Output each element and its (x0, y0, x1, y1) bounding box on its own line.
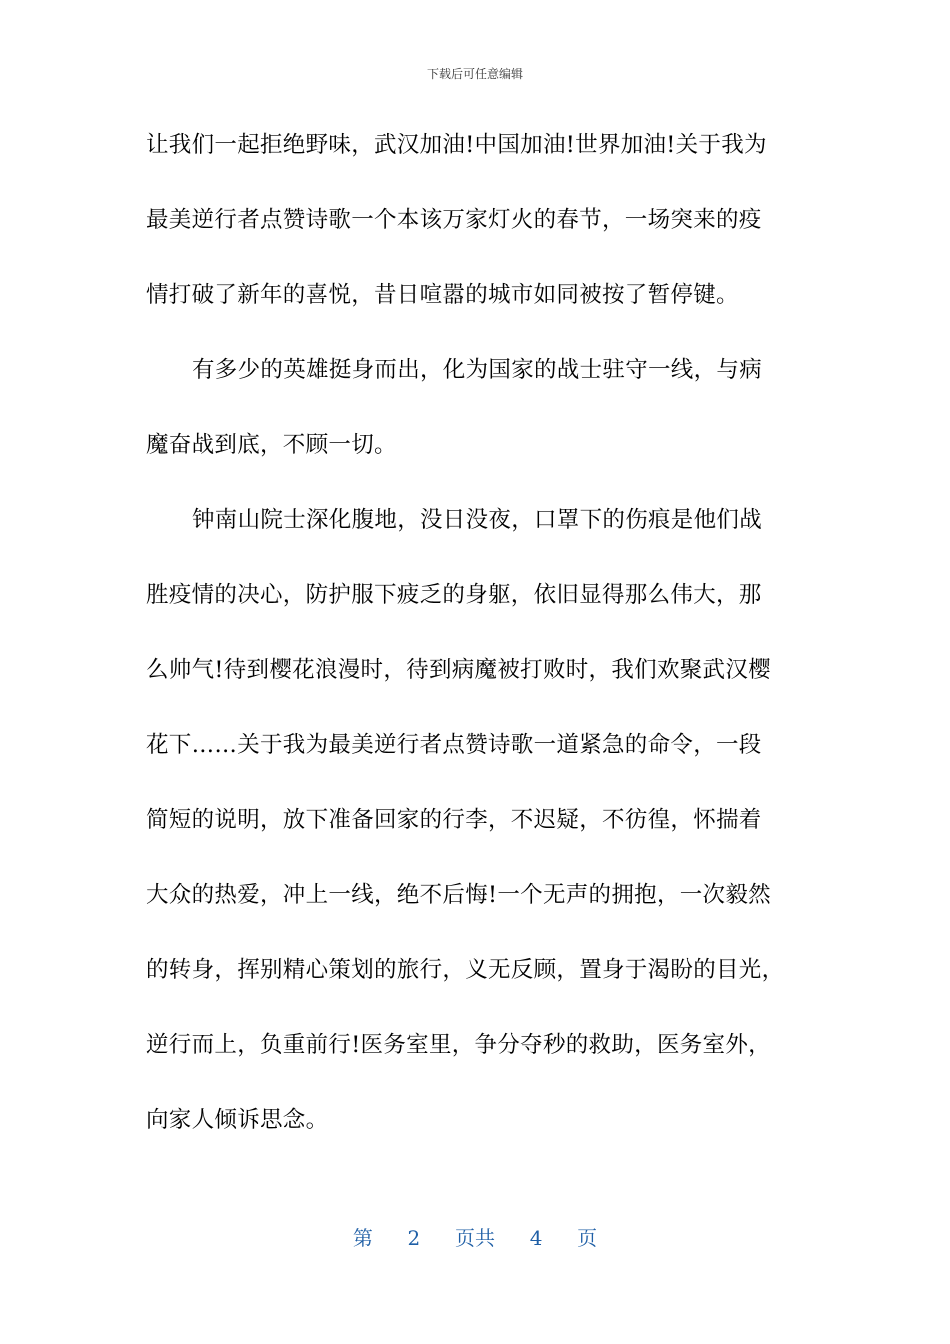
body-line-5: 魔奋战到底，不顾一切。 (146, 432, 397, 458)
body-line-4: 有多少的英雄挺身而出，化为国家的战士驻守一线，与病 (192, 357, 763, 383)
footer-total-pages: 4 (529, 1226, 543, 1250)
body-line-14: 向家人倾诉思念。 (146, 1107, 329, 1133)
body-line-2: 最美逆行者点赞诗歌一个本该万家灯火的春节，一场突来的疫 (146, 207, 762, 233)
footer-current-page: 2 (407, 1226, 421, 1250)
body-line-10: 简短的说明，放下准备回家的行李，不迟疑，不彷徨，怀揣着 (146, 807, 762, 833)
body-line-9: 花下……关于我为最美逆行者点赞诗歌一道紧急的命令，一段 (146, 732, 762, 758)
body-line-11: 大众的热爱，冲上一线，绝不后悔!一个无声的拥抱，一次毅然 (146, 882, 771, 908)
body-line-7: 胜疫情的决心，防护服下疲乏的身躯，依旧显得那么伟大，那 (146, 582, 762, 608)
footer-middle: 页共 (455, 1226, 495, 1250)
body-line-8: 么帅气!待到樱花浪漫时，待到病魔被打败时，我们欢聚武汉樱 (146, 657, 771, 683)
body-line-6: 钟南山院士深化腹地，没日没夜，口罩下的伤痕是他们战 (192, 507, 763, 533)
body-line-12: 的转身，挥别精心策划的旅行，义无反顾，置身于渴盼的目光， (146, 957, 785, 983)
body-line-1: 让我们一起拒绝野味，武汉加油!中国加油!世界加油!关于我为 (146, 132, 767, 158)
footer-suffix: 页 (577, 1226, 598, 1250)
page-number-footer (0, 1225, 950, 1251)
body-line-13: 逆行而上，负重前行!医务室里，争分夺秒的救助，医务室外， (146, 1032, 771, 1058)
footer-prefix: 第 (352, 1226, 373, 1250)
page-header: 下载后可任意编辑 (426, 67, 523, 81)
body-line-3: 情打破了新年的喜悦，昔日喧嚣的城市如同被按了暂停键。 (146, 282, 739, 308)
